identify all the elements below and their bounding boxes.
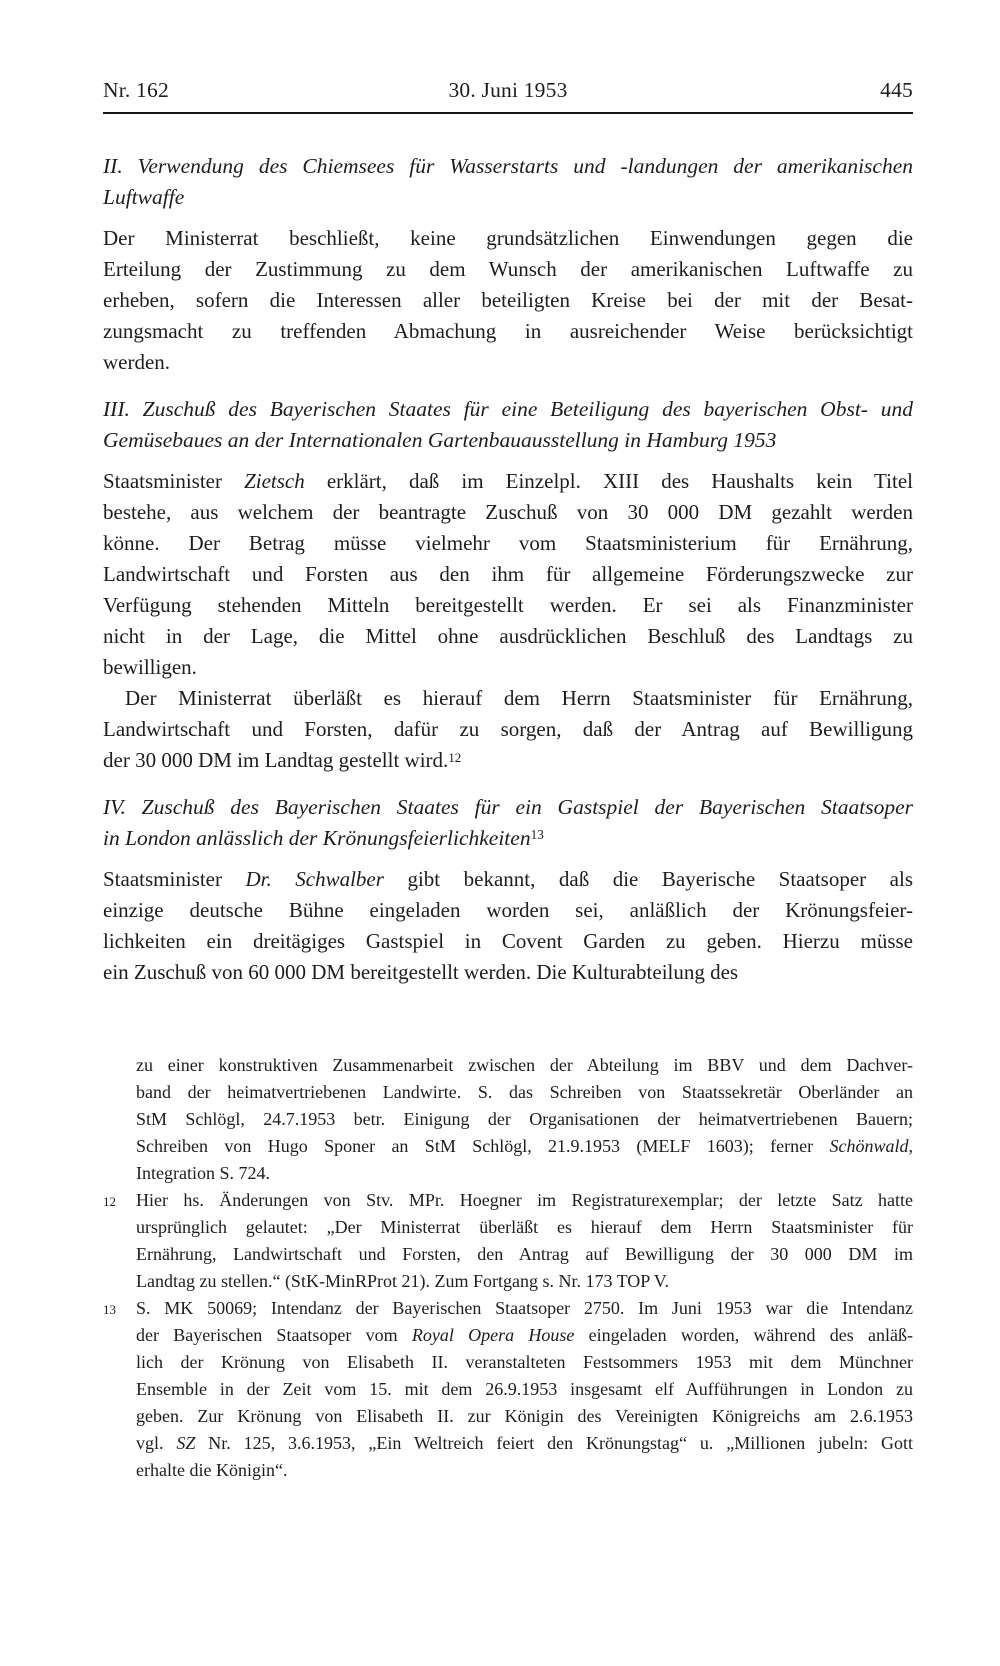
text-line: Erteilung der Zustimmung zu dem Wunsch der amerikanischen Luftwaffe zu [103, 257, 913, 281]
text-line: Hier hs. Änderungen von Stv. MPr. Hoegner im Registraturexemplar; der letzte Satz hatte [136, 1190, 913, 1210]
text-line: Schreiben von Hugo Sponer an StM Schlögl, 21.9.1953 (MELF 1603); ferner Schönwald, [136, 1136, 913, 1156]
text-line: erheben, sofern die Interessen aller beteiligten Kreise bei der mit der Besat- [103, 288, 913, 312]
text-line: Integration S. 724. [136, 1163, 270, 1183]
footnotes-section [103, 1052, 913, 1484]
text-line: lichkeiten ein dreitägiges Gastspiel in Covent Garden zu geben. Hierzu müsse [103, 929, 913, 953]
text-line: zungsmacht zu treffenden Abmachung in ausreichender Weise berücksichtigt [103, 319, 913, 343]
text-line: vgl. SZ Nr. 125, 3.6.1953, „Ein Weltreich feiert den Krönungstag“ u. „Millionen jubeln: Gott [136, 1433, 913, 1453]
text-line: einzige deutsche Bühne eingeladen worden sei, anläßlich der Krönungsfeier- [103, 898, 913, 922]
text-line: nicht in der Lage, die Mittel ohne ausdrücklichen Beschluß des Landtags zu [103, 624, 913, 648]
footnote-13 [103, 1295, 913, 1484]
text-line: Landwirtschaft und Forsten, dafür zu sorgen, daß der Antrag auf Bewilligung [103, 717, 913, 741]
text-line: erhalte die Königin“. [136, 1460, 288, 1480]
text-line: ein Zuschuß von 60 000 DM bereitgestellt werden. Die Kulturabteilung des [103, 960, 739, 984]
document-number: Nr. 162 [103, 78, 169, 102]
text-line: in London anlässlich der Krönungsfeierlichkeiten$^{13}$ [103, 826, 544, 850]
text-line: S. MK 50069; Intendanz der Bayerischen Staatsoper 2750. Im Juni 1953 war die Intendanz [136, 1298, 913, 1318]
text-line: band der heimatvertriebenen Landwirte. S. das Schreiben von Staatssekretär Oberländer an [136, 1082, 913, 1102]
text-line: lich der Krönung von Elisabeth II. veranstalteten Festsommers 1953 mit dem Münchner [136, 1352, 913, 1372]
text-line: geben. Zur Krönung von Elisabeth II. zur Königin des Vereinigten Königreichs am 2.6.1953 [136, 1406, 913, 1426]
text-line: Ensemble in der Zeit vom 15. mit dem 26.9.1953 insgesamt elf Aufführungen in London zu [136, 1379, 913, 1399]
footnote-12 [103, 1187, 913, 1295]
page-content [103, 0, 913, 1484]
document-body [103, 151, 913, 988]
text-line: Landwirtschaft und Forsten aus den ihm für allgemeine Förderungszwecke zur [103, 562, 913, 586]
text-line: werden. [103, 350, 171, 374]
text-line: zu einer konstruktiven Zusammenarbeit zwischen der Abteilung im BBV und dem Dachver- [136, 1055, 913, 1075]
footnote-reference: 13 [530, 827, 544, 843]
text-line: Der Ministerrat überläßt es hierauf dem Herrn Staatsminister für Ernährung, [125, 686, 913, 710]
footnote-text [136, 1052, 913, 1187]
text-line: Landtag zu stellen.“ (StK-MinRProt 21). Zum Fortgang s. Nr. 173 TOP V. [136, 1271, 669, 1291]
text-line: Staatsminister Dr. Schwalber gibt bekannt, daß die Bayerische Staatsoper als [103, 867, 913, 891]
text-line: Gemüsebaues an der Internationalen Gartenbauausstellung in Hamburg 1953 [103, 428, 777, 452]
text-line: der 30 000 DM im Landtag gestellt wird.$^{12}$ [103, 748, 462, 772]
section-ii-text [103, 223, 913, 378]
header-rule [103, 112, 913, 114]
footnote-number: 12 [103, 1194, 116, 1209]
text-line: Staatsminister Zietsch erklärt, daß im Einzelpl. XIII des Haushalts kein Titel [103, 469, 913, 493]
text-line: bestehe, aus welchem der beantragte Zuschuß von 30 000 DM gezahlt werden [103, 500, 913, 524]
footnote-text [136, 1187, 913, 1295]
page-number: 445 [880, 78, 913, 102]
footnote-text [136, 1295, 913, 1484]
text-line: IV. Zuschuß des Bayerischen Staates für ein Gastspiel der Bayerischen Staatsoper [103, 795, 913, 819]
text-line: III. Zuschuß des Bayerischen Staates für eine Beteiligung des bayerischen Obst- und [103, 397, 913, 421]
section-ii-heading [103, 151, 913, 213]
page-header [103, 78, 913, 103]
text-line: Luftwaffe [103, 185, 185, 209]
section-iii-text-1 [103, 466, 913, 683]
text-line: StM Schlögl, 24.7.1953 betr. Einigung der Organisationen der heimatvertriebenen Bauern; [136, 1109, 913, 1129]
text-line: Verfügung stehenden Mitteln bereitgestellt werden. Er sei als Finanzminister [103, 593, 913, 617]
footnote-11-continuation [103, 1052, 913, 1187]
section-iii-text-2 [103, 683, 913, 776]
section-iv-heading [103, 792, 913, 854]
text-line: ursprünglich gelautet: „Der Ministerrat überläßt es hierauf dem Herrn Staatsminister für [136, 1217, 913, 1237]
section-iv-text [103, 864, 913, 988]
header-date: 30. Juni 1953 [448, 78, 568, 102]
text-line: bewilligen. [103, 655, 197, 679]
text-line: könne. Der Betrag müsse vielmehr vom Staatsministerium für Ernährung, [103, 531, 913, 555]
footnote-reference: 12 [448, 749, 462, 765]
text-line: Der Ministerrat beschließt, keine grundsätzlichen Einwendungen gegen die [103, 226, 913, 250]
text-line: II. Verwendung des Chiemsees für Wasserstarts und -landungen der amerikanischen [103, 154, 913, 178]
text-line: der Bayerischen Staatsoper vom Royal Opera House eingeladen worden, während des anläß- [136, 1325, 913, 1345]
section-iii-heading [103, 394, 913, 456]
text-line: Ernährung, Landwirtschaft und Forsten, den Antrag auf Bewilligung der 30 000 DM im [136, 1244, 913, 1264]
footnote-number: 13 [103, 1302, 116, 1317]
